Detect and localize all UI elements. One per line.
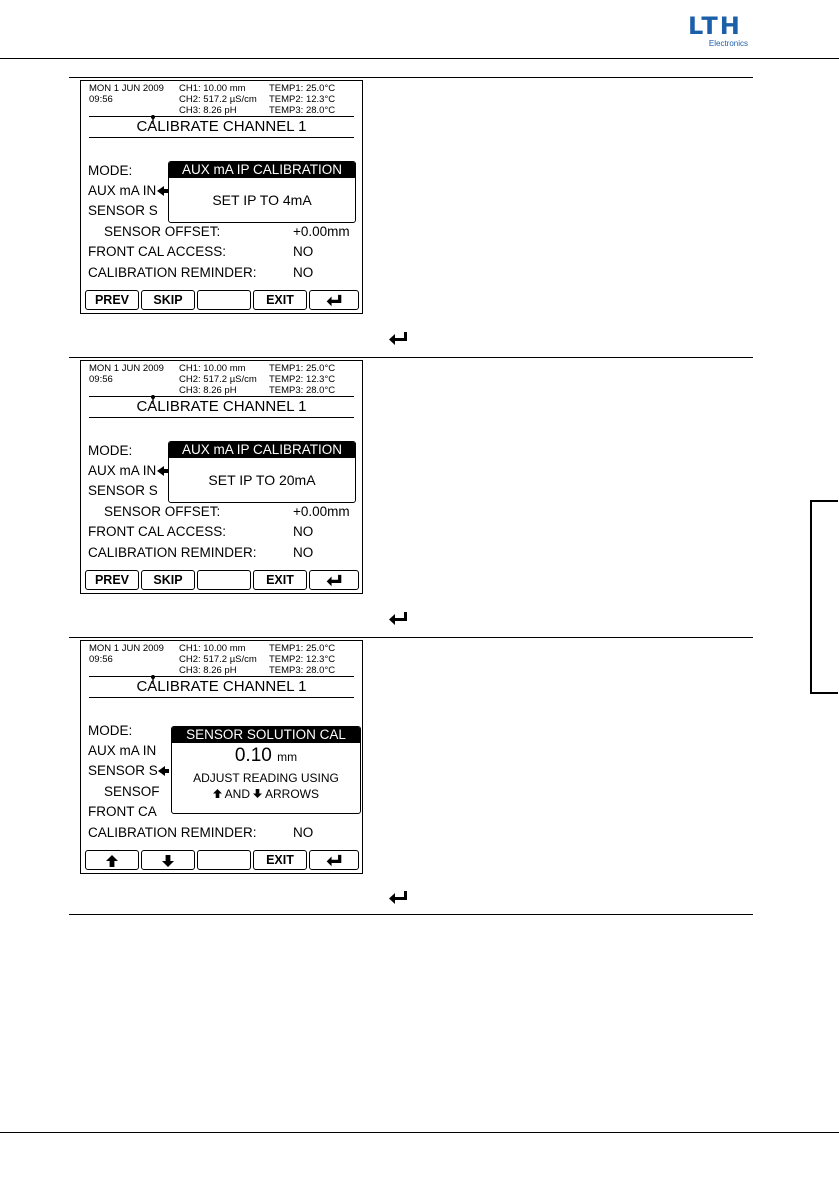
status-temp1: TEMP1: 25.0°C <box>269 83 336 94</box>
status-time: 09:56 <box>89 94 113 105</box>
skip-button[interactable]: SKIP <box>141 290 195 310</box>
status-ch3: CH3: 8.26 pH <box>179 105 237 116</box>
skip-button[interactable]: SKIP <box>141 570 195 590</box>
screen-title: CALIBRATE CHANNEL 1 <box>89 396 354 418</box>
status-temp1: TEMP1: 25.0°C <box>269 363 336 374</box>
popup-aux-cal <box>168 161 356 223</box>
softkey-bar <box>85 290 359 310</box>
menu-row-front-cal[interactable]: FRONT CAL ACCESS: <box>88 244 227 259</box>
and-text: AND <box>224 787 250 801</box>
logo-brand: LTH <box>688 12 742 40</box>
enter-key-icon <box>388 611 408 627</box>
row-selector-arrow <box>157 186 164 196</box>
menu-row-offset[interactable]: SENSOR OFFSET: <box>104 224 221 239</box>
blank-softkey[interactable] <box>197 850 251 870</box>
popup-sensor-solution-cal <box>171 726 361 814</box>
down-arrow-icon <box>253 789 262 798</box>
status-temp3: TEMP3: 28.0°C <box>269 105 336 116</box>
status-ch2: CH2: 517.2 µS/cm <box>179 94 257 105</box>
offset-value: +0.00mm <box>293 224 350 239</box>
status-date: MON 1 JUN 2009 <box>89 83 164 94</box>
menu-row-sensor[interactable]: SENSOR S <box>88 203 158 218</box>
menu-row-front-cal[interactable]: FRONT CAL ACCESS: <box>88 524 227 539</box>
status-ch1: CH1: 10.00 mm <box>179 83 246 94</box>
menu-row-reminder[interactable]: CALIBRATION REMINDER: <box>88 265 257 280</box>
blank-softkey[interactable] <box>197 570 251 590</box>
status-date: MON 1 JUN 2009 <box>89 643 164 654</box>
menu-row-mode[interactable]: MODE: <box>88 163 133 178</box>
down-button[interactable] <box>141 850 195 870</box>
up-arrow-icon <box>106 855 118 867</box>
arrows-instruction <box>172 786 360 802</box>
header-rule <box>0 58 839 59</box>
menu-row-offset[interactable]: SENSOR OFFSET: <box>104 504 221 519</box>
status-temp3: TEMP3: 28.0°C <box>269 665 336 676</box>
status-date: MON 1 JUN 2009 <box>89 363 164 374</box>
menu-row-offset[interactable]: SENSOF <box>104 784 160 799</box>
status-ch1: CH1: 10.00 mm <box>179 643 246 654</box>
status-temp2: TEMP2: 12.3°C <box>269 374 336 385</box>
section-tab <box>810 500 838 694</box>
section-rule <box>69 77 753 78</box>
popup-text: SET IP TO 20mA <box>208 472 316 488</box>
popup-title: SENSOR SOLUTION CAL <box>172 727 360 743</box>
enter-key-icon <box>388 890 408 906</box>
reminder-value: NO <box>293 545 314 560</box>
reading-display <box>172 745 360 768</box>
display-screen-2 <box>80 360 363 594</box>
screen-title: CALIBRATE CHANNEL 1 <box>89 116 354 138</box>
enter-icon <box>325 574 343 587</box>
section-rule <box>69 914 753 915</box>
prev-button[interactable]: PREV <box>85 290 139 310</box>
softkey-bar <box>85 570 359 590</box>
display-screen-1 <box>80 80 363 314</box>
reminder-value: NO <box>293 265 314 280</box>
arrows-text: ARROWS <box>265 787 320 801</box>
popup-title: AUX mA IP CALIBRATION <box>169 162 355 178</box>
status-ch1: CH1: 10.00 mm <box>179 363 246 374</box>
up-button[interactable] <box>85 850 139 870</box>
display-screen-3 <box>80 640 363 874</box>
popup-text: SET IP TO 4mA <box>212 192 312 208</box>
enter-button[interactable] <box>309 850 359 870</box>
front-cal-value: NO <box>293 244 314 259</box>
reading-unit: mm <box>277 750 298 764</box>
reminder-value: NO <box>293 825 314 840</box>
status-temp3: TEMP3: 28.0°C <box>269 385 336 396</box>
status-temp2: TEMP2: 12.3°C <box>269 94 336 105</box>
logo-sub: Electronics <box>708 39 748 48</box>
lth-logo <box>688 14 748 48</box>
menu-row-aux[interactable]: AUX mA IN <box>88 183 157 198</box>
menu-row-mode[interactable]: MODE: <box>88 443 133 458</box>
menu-row-sensor[interactable]: SENSOR S <box>88 763 158 778</box>
offset-value: +0.00mm <box>293 504 350 519</box>
menu-row-front-cal[interactable]: FRONT CA <box>88 804 157 819</box>
section-rule <box>69 357 753 358</box>
front-cal-value: NO <box>293 524 314 539</box>
row-selector-arrow <box>158 766 165 776</box>
up-arrow-icon <box>213 789 222 798</box>
menu-row-aux[interactable]: AUX mA IN <box>88 463 157 478</box>
enter-button[interactable] <box>309 570 359 590</box>
menu-row-aux[interactable]: AUX mA IN <box>88 743 157 758</box>
row-selector-arrow <box>157 466 164 476</box>
popup-aux-cal <box>168 441 356 503</box>
menu-row-reminder[interactable]: CALIBRATION REMINDER: <box>88 825 257 840</box>
menu-row-sensor[interactable]: SENSOR S <box>88 483 158 498</box>
status-time: 09:56 <box>89 374 113 385</box>
enter-key-icon <box>388 331 408 347</box>
screen-title: CALIBRATE CHANNEL 1 <box>89 676 354 698</box>
reading-value: 0.10 <box>234 745 272 766</box>
enter-button[interactable] <box>309 290 359 310</box>
status-ch2: CH2: 517.2 µS/cm <box>179 654 257 665</box>
exit-button[interactable]: EXIT <box>253 290 307 310</box>
status-temp1: TEMP1: 25.0°C <box>269 643 336 654</box>
menu-row-mode[interactable]: MODE: <box>88 723 133 738</box>
status-ch3: CH3: 8.26 pH <box>179 665 237 676</box>
popup-title: AUX mA IP CALIBRATION <box>169 442 355 458</box>
prev-button[interactable]: PREV <box>85 570 139 590</box>
exit-button[interactable]: EXIT <box>253 570 307 590</box>
down-arrow-icon <box>162 855 174 867</box>
exit-button[interactable]: EXIT <box>253 850 307 870</box>
menu-row-reminder[interactable]: CALIBRATION REMINDER: <box>88 545 257 560</box>
status-temp2: TEMP2: 12.3°C <box>269 654 336 665</box>
softkey-bar <box>85 850 359 870</box>
enter-icon <box>325 854 343 867</box>
section-rule <box>69 637 753 638</box>
adjust-instruction: ADJUST READING USING <box>193 771 339 785</box>
blank-softkey[interactable] <box>197 290 251 310</box>
footer-rule <box>0 1132 839 1133</box>
status-ch3: CH3: 8.26 pH <box>179 385 237 396</box>
enter-icon <box>325 294 343 307</box>
status-ch2: CH2: 517.2 µS/cm <box>179 374 257 385</box>
status-time: 09:56 <box>89 654 113 665</box>
